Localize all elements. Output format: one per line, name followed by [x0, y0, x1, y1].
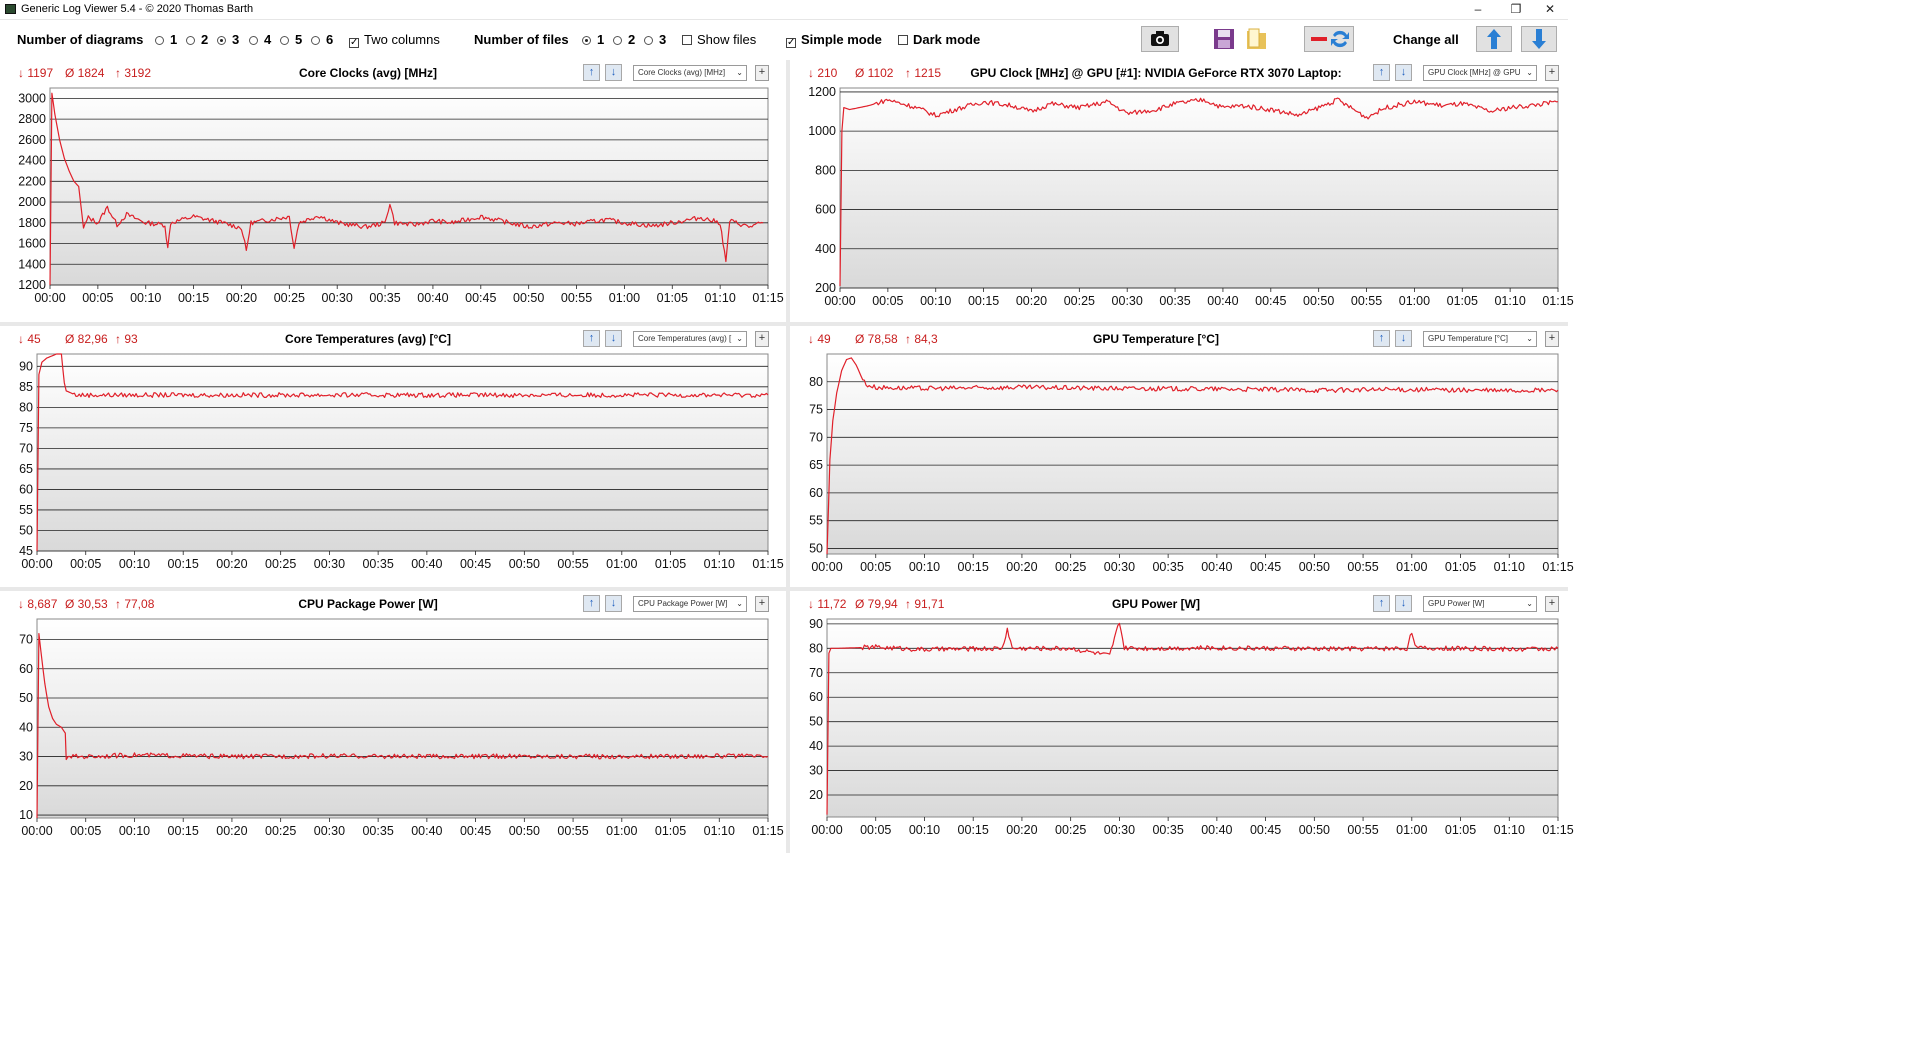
- x-tick-label: 00:20: [1006, 560, 1038, 574]
- diagram-header: [790, 591, 1568, 615]
- radio-icon[interactable]: [186, 36, 195, 45]
- change-all-up-button[interactable]: [1476, 26, 1512, 52]
- diagram-panel-cpu-clock: [0, 60, 786, 322]
- avg-value: Ø 82,96: [65, 332, 108, 346]
- save-icon: [1211, 27, 1237, 51]
- x-tick-label: 00:50: [1298, 823, 1330, 837]
- x-tick-label: 01:10: [703, 824, 735, 838]
- x-tick-label: 00:25: [265, 557, 297, 571]
- x-tick-label: 01:10: [1493, 823, 1525, 837]
- diagram-panel-cpu-temp: [0, 326, 786, 587]
- x-tick-label: 00:20: [216, 824, 248, 838]
- y-tick-label: 30: [809, 763, 823, 778]
- x-tick-label: 00:45: [1255, 294, 1287, 308]
- x-tick-label: 01:00: [1396, 560, 1428, 574]
- y-tick-label: 80: [809, 374, 823, 389]
- y-tick-label: 400: [815, 241, 836, 256]
- x-tick-label: 00:05: [860, 560, 892, 574]
- add-channel-button[interactable]: +: [1545, 331, 1559, 347]
- x-tick-label: 00:45: [1249, 823, 1282, 837]
- x-tick-label: 00:05: [70, 557, 102, 571]
- plot-area: [840, 88, 1558, 288]
- x-tick-label: 01:00: [606, 824, 638, 838]
- diagram-title: GPU Power [W]: [1111, 597, 1201, 611]
- x-tick-label: 00:20: [1006, 823, 1038, 837]
- x-tick-label: 01:15: [1542, 823, 1574, 837]
- y-tick-label: 2000: [18, 195, 46, 210]
- minimize-button[interactable]: –: [1474, 2, 1482, 16]
- x-tick-label: 00:30: [1103, 560, 1136, 574]
- x-tick-label: 00:50: [508, 557, 540, 571]
- restore-button[interactable]: ❐: [1510, 2, 1522, 16]
- y-tick-label: 50: [809, 541, 823, 556]
- chevron-down-icon: ⌄: [1526, 599, 1533, 608]
- y-tick-label: 2800: [18, 112, 46, 127]
- y-tick-label: 50: [809, 714, 823, 729]
- y-tick-label: 1200: [808, 84, 836, 99]
- move-down-button[interactable]: [605, 330, 622, 347]
- y-tick-label: 3000: [18, 91, 46, 106]
- plot-area: [827, 354, 1558, 554]
- x-tick-label: 01:05: [654, 557, 687, 571]
- add-channel-button[interactable]: +: [1545, 596, 1559, 612]
- x-tick-label: 00:40: [417, 291, 449, 305]
- x-tick-label: 00:50: [508, 824, 540, 838]
- radio-icon[interactable]: [644, 36, 653, 45]
- number-of-diagrams-label: Number of diagrams: [17, 32, 144, 47]
- checkbox-icon[interactable]: [898, 35, 908, 45]
- window-title: Generic Log Viewer 5.4 - © 2020 Thomas Barth: [21, 3, 254, 15]
- max-value: ↑ 77,08: [115, 597, 155, 611]
- x-tick-label: 00:20: [225, 291, 258, 305]
- x-tick-label: 00:20: [1015, 294, 1048, 308]
- x-tick-label: 00:15: [177, 291, 210, 305]
- y-tick-label: 600: [815, 202, 836, 217]
- x-tick-label: 00:35: [1152, 823, 1184, 837]
- x-tick-label: 00:50: [1298, 560, 1330, 574]
- simple-mode-checkbox[interactable]: ✓ Simple mode: [787, 32, 882, 48]
- diagram-header: [0, 326, 786, 350]
- diagram-radio-4[interactable]: 4: [249, 32, 271, 47]
- x-tick-label: 00:40: [1201, 560, 1233, 574]
- plot-area: [37, 619, 768, 818]
- y-tick-label: 90: [809, 616, 823, 631]
- min-value: ↓ 49: [808, 332, 831, 346]
- diagram-radio-2[interactable]: 2: [186, 32, 208, 47]
- move-down-button[interactable]: [1395, 64, 1412, 81]
- x-tick-label: 00:40: [1201, 823, 1233, 837]
- y-tick-label: 800: [815, 163, 836, 178]
- x-tick-label: 01:00: [606, 557, 638, 571]
- y-tick-label: 40: [19, 720, 33, 735]
- radio-icon[interactable]: [155, 36, 164, 45]
- radio-selected-icon[interactable]: [217, 36, 226, 45]
- avg-value: Ø 1102: [855, 66, 894, 80]
- y-tick-label: 50: [19, 523, 33, 538]
- x-tick-label: 00:35: [1152, 560, 1184, 574]
- x-tick-label: 00:40: [411, 824, 443, 838]
- y-tick-label: 2400: [18, 153, 46, 168]
- x-tick-label: 00:25: [265, 824, 297, 838]
- x-tick-label: 00:50: [1303, 294, 1335, 308]
- chart-gpu-clock: [790, 84, 1574, 322]
- arrow-up-icon: ↑: [1378, 332, 1385, 344]
- max-value: ↑ 3192: [115, 66, 152, 80]
- x-tick-label: 01:10: [703, 557, 735, 571]
- x-tick-label: 00:40: [411, 557, 443, 571]
- x-tick-label: 00:50: [513, 291, 545, 305]
- y-tick-label: 60: [809, 690, 823, 705]
- x-tick-label: 00:15: [957, 823, 989, 837]
- x-tick-label: 00:35: [369, 291, 401, 305]
- y-tick-label: 75: [809, 402, 823, 417]
- y-tick-label: 55: [809, 513, 823, 528]
- min-value: ↓ 45: [18, 332, 41, 346]
- y-tick-label: 2200: [18, 174, 46, 189]
- move-down-button[interactable]: [1395, 595, 1412, 612]
- y-tick-label: 10: [19, 808, 33, 823]
- chart-cpu-clock: [0, 84, 786, 322]
- y-tick-label: 60: [809, 485, 823, 500]
- x-tick-label: 00:30: [313, 824, 346, 838]
- chart-gpu-temp: [790, 350, 1574, 587]
- y-tick-label: 20: [19, 778, 33, 793]
- add-channel-button[interactable]: +: [755, 65, 769, 81]
- move-up-button[interactable]: [1373, 330, 1390, 347]
- title-bar: [0, 0, 1568, 20]
- move-up-button[interactable]: [1373, 64, 1390, 81]
- x-tick-label: 01:10: [1494, 294, 1526, 308]
- x-tick-label: 01:00: [1396, 823, 1428, 837]
- y-tick-label: 20: [809, 788, 823, 802]
- min-value: ↓ 1197: [18, 66, 54, 80]
- y-tick-label: 1600: [18, 236, 46, 251]
- move-up-button[interactable]: [583, 64, 600, 81]
- chart-cpu-temp: [0, 350, 786, 587]
- checkbox-icon[interactable]: [682, 35, 692, 45]
- y-tick-label: 65: [19, 461, 33, 476]
- avg-value: Ø 30,53: [65, 597, 108, 611]
- arrow-down-icon: ↓: [1400, 66, 1407, 78]
- y-tick-label: 80: [809, 641, 823, 656]
- diagram-header: [790, 326, 1568, 350]
- x-tick-label: 00:15: [167, 557, 199, 571]
- diagram-title: GPU Clock [MHz] @ GPU [#1]: NVIDIA GeForce RTX 3070 Laptop:: [970, 66, 1342, 80]
- screenshot-button[interactable]: [1141, 26, 1179, 52]
- x-tick-label: 00:10: [908, 560, 941, 574]
- y-tick-label: 90: [19, 359, 33, 374]
- x-tick-label: 00:10: [118, 824, 151, 838]
- max-value: ↑ 1215: [905, 66, 942, 80]
- x-tick-label: 00:10: [130, 291, 162, 305]
- y-tick-label: 70: [809, 430, 823, 445]
- x-tick-label: 01:05: [1444, 823, 1477, 837]
- move-up-button[interactable]: [583, 330, 600, 347]
- x-tick-label: 00:00: [811, 823, 843, 837]
- radio-selected-icon[interactable]: [582, 36, 591, 45]
- x-tick-label: 01:15: [1542, 560, 1574, 574]
- y-tick-label: 65: [809, 458, 823, 473]
- file-radio-2[interactable]: 2: [613, 32, 635, 47]
- arrow-down-icon: [1522, 27, 1556, 51]
- add-channel-button[interactable]: +: [755, 596, 769, 612]
- y-tick-label: 1800: [18, 215, 46, 230]
- add-channel-button[interactable]: +: [1545, 65, 1559, 81]
- x-tick-label: 00:10: [908, 823, 941, 837]
- arrow-down-icon: ↓: [1400, 332, 1407, 344]
- change-all-down-button[interactable]: [1521, 26, 1557, 52]
- arrow-up-icon: ↑: [1378, 66, 1385, 78]
- x-tick-label: 01:00: [1398, 294, 1431, 308]
- y-tick-label: 85: [19, 379, 33, 394]
- diagram-radio-3[interactable]: 3: [217, 32, 239, 47]
- x-tick-label: 00:55: [1347, 823, 1379, 837]
- channel-select[interactable]: CPU Package Power [W] ⌄: [633, 596, 747, 612]
- x-tick-label: 00:15: [967, 294, 1000, 308]
- arrow-down-icon: ↓: [610, 597, 617, 609]
- camera-icon: [1142, 27, 1178, 51]
- move-up-button[interactable]: [583, 595, 600, 612]
- x-tick-label: 00:15: [957, 560, 989, 574]
- channel-select[interactable]: Core Clocks (avg) [MHz] ⌄: [633, 65, 747, 81]
- avg-value: Ø 1824: [65, 66, 105, 80]
- channel-select[interactable]: Core Temperatures (avg) [ ⌄: [633, 331, 747, 347]
- y-tick-label: 70: [19, 441, 33, 456]
- avg-value: Ø 79,94: [855, 597, 898, 611]
- chevron-down-icon: ⌄: [1526, 334, 1533, 343]
- open-folder-button[interactable]: [1243, 26, 1271, 52]
- show-files-checkbox[interactable]: Show files: [682, 32, 756, 47]
- diagram-radio-1[interactable]: 1: [155, 32, 177, 47]
- max-value: ↑ 84,3: [905, 332, 938, 346]
- y-tick-label: 55: [19, 502, 33, 517]
- x-tick-label: 01:05: [1444, 560, 1477, 574]
- y-tick-label: 70: [19, 632, 33, 647]
- y-tick-label: 50: [19, 691, 33, 706]
- move-down-button[interactable]: [1395, 330, 1412, 347]
- max-value: ↑ 91,71: [905, 597, 945, 611]
- x-tick-label: 01:00: [608, 291, 641, 305]
- arrow-up-icon: ↑: [588, 597, 595, 609]
- diagram-header: [0, 591, 786, 615]
- radio-icon[interactable]: [613, 36, 622, 45]
- channel-select[interactable]: GPU Temperature [°C] ⌄: [1423, 331, 1537, 347]
- save-button[interactable]: [1210, 26, 1238, 52]
- dark-mode-checkbox[interactable]: Dark mode: [898, 32, 980, 47]
- x-tick-label: 00:10: [118, 557, 151, 571]
- max-value: ↑ 93: [115, 332, 138, 346]
- number-of-files-label: Number of files: [474, 32, 569, 47]
- checkbox-checked-icon[interactable]: ✓: [787, 37, 796, 48]
- x-tick-label: 00:45: [459, 824, 492, 838]
- arrow-up-icon: ↑: [1378, 597, 1385, 609]
- x-tick-label: 00:25: [1055, 560, 1087, 574]
- diagram-title: CPU Package Power [W]: [298, 597, 438, 611]
- y-tick-label: 200: [815, 281, 836, 295]
- chart-gpu-power: [790, 615, 1574, 853]
- x-tick-label: 00:55: [560, 291, 593, 305]
- x-tick-label: 00:55: [1347, 560, 1379, 574]
- y-tick-label: 70: [809, 665, 823, 680]
- diagram-title: GPU Temperature [°C]: [1093, 332, 1219, 346]
- radio-icon[interactable]: [249, 36, 258, 45]
- x-tick-label: 01:10: [1493, 560, 1525, 574]
- x-tick-label: 01:15: [1542, 294, 1574, 308]
- x-tick-label: 00:00: [21, 824, 53, 838]
- x-tick-label: 00:45: [465, 291, 497, 305]
- y-tick-label: 1200: [18, 278, 46, 292]
- x-tick-label: 00:35: [362, 824, 394, 838]
- x-tick-label: 00:05: [860, 823, 892, 837]
- plot-area: [37, 354, 768, 551]
- x-tick-label: 00:00: [21, 557, 53, 571]
- y-tick-label: 1400: [18, 257, 46, 272]
- close-button[interactable]: ✕: [1544, 2, 1556, 16]
- chevron-down-icon: ⌄: [736, 599, 743, 608]
- arrow-up-icon: [1477, 27, 1511, 51]
- x-tick-label: 00:05: [82, 291, 114, 305]
- x-tick-label: 00:15: [167, 824, 199, 838]
- move-down-button[interactable]: [605, 64, 622, 81]
- x-tick-label: 00:45: [459, 557, 492, 571]
- chevron-down-icon: ⌄: [736, 68, 743, 77]
- y-tick-label: 40: [809, 739, 823, 754]
- x-tick-label: 01:15: [752, 557, 784, 571]
- arrow-down-icon: ↓: [1400, 597, 1407, 609]
- x-tick-label: 01:15: [752, 824, 784, 838]
- plot-area: [50, 88, 768, 285]
- diagram-title: Core Temperatures (avg) [°C]: [285, 332, 451, 346]
- folder-icon: [1244, 27, 1270, 51]
- checkbox-checked-icon[interactable]: ✓: [350, 37, 359, 48]
- x-tick-label: 00:40: [1207, 294, 1239, 308]
- y-tick-label: 2600: [18, 132, 46, 147]
- arrow-up-icon: ↑: [588, 332, 595, 344]
- x-tick-label: 01:10: [704, 291, 736, 305]
- swap-color-button[interactable]: [1304, 26, 1354, 52]
- move-up-button[interactable]: [1373, 595, 1390, 612]
- min-value: ↓ 11,72: [808, 597, 847, 611]
- chevron-down-icon: ⌄: [1526, 68, 1533, 77]
- avg-value: Ø 78,58: [855, 332, 898, 346]
- swap-color-icon: [1305, 27, 1353, 51]
- channel-select[interactable]: GPU Power [W] ⌄: [1423, 596, 1537, 612]
- radio-icon[interactable]: [311, 36, 320, 45]
- y-tick-label: 1000: [808, 124, 836, 139]
- x-tick-label: 00:25: [273, 291, 305, 305]
- diagram-title: Core Clocks (avg) [MHz]: [298, 66, 438, 80]
- x-tick-label: 00:30: [313, 557, 346, 571]
- diagram-header: [0, 60, 786, 84]
- chevron-down-icon: ⌄: [736, 334, 743, 343]
- x-tick-label: 00:00: [824, 294, 856, 308]
- x-tick-label: 00:00: [34, 291, 66, 305]
- x-tick-label: 00:55: [557, 824, 589, 838]
- diagram-header: [790, 60, 1568, 84]
- y-tick-label: 60: [19, 482, 33, 497]
- y-tick-label: 60: [19, 661, 33, 676]
- x-tick-label: 01:05: [656, 291, 688, 305]
- two-columns-checkbox[interactable]: ✓ Two columns: [350, 32, 440, 48]
- x-tick-label: 00:30: [1111, 294, 1143, 308]
- diagram-panel-cpu-power: [0, 591, 786, 853]
- y-tick-label: 45: [19, 544, 33, 558]
- x-tick-label: 00:30: [321, 291, 353, 305]
- diagram-panel-gpu-clock: [790, 60, 1574, 322]
- diagram-panel-gpu-power: [790, 591, 1574, 853]
- x-tick-label: 01:05: [1446, 294, 1478, 308]
- x-tick-label: 00:25: [1063, 294, 1095, 308]
- arrow-down-icon: ↓: [610, 66, 617, 78]
- min-value: ↓ 8,687: [18, 597, 58, 611]
- radio-icon[interactable]: [280, 36, 289, 45]
- x-tick-label: 00:05: [872, 294, 904, 308]
- channel-select[interactable]: GPU Clock [MHz] @ GPU ⌄: [1423, 65, 1537, 81]
- diagram-panel-gpu-temp: [790, 326, 1574, 587]
- x-tick-label: 00:55: [557, 557, 589, 571]
- min-value: ↓ 210: [808, 66, 838, 80]
- x-tick-label: 00:00: [811, 560, 843, 574]
- add-channel-button[interactable]: +: [755, 331, 769, 347]
- x-tick-label: 00:45: [1249, 560, 1282, 574]
- toolbar: [0, 20, 1568, 58]
- x-tick-label: 00:05: [70, 824, 102, 838]
- x-tick-label: 00:35: [362, 557, 394, 571]
- arrow-up-icon: ↑: [588, 66, 595, 78]
- move-down-button[interactable]: [605, 595, 622, 612]
- chart-cpu-power: [0, 615, 786, 853]
- app-icon: [5, 4, 16, 14]
- change-all-label: Change all: [1393, 32, 1459, 47]
- y-tick-label: 80: [19, 400, 33, 415]
- x-tick-label: 00:25: [1055, 823, 1087, 837]
- diagram-radio-6[interactable]: 6: [311, 32, 333, 47]
- file-radio-1[interactable]: 1: [582, 32, 604, 47]
- file-radio-3[interactable]: 3: [644, 32, 666, 47]
- x-tick-label: 00:35: [1159, 294, 1191, 308]
- x-tick-label: 00:10: [920, 294, 952, 308]
- x-tick-label: 00:55: [1350, 294, 1383, 308]
- arrow-down-icon: ↓: [610, 332, 617, 344]
- diagram-radio-5[interactable]: 5: [280, 32, 302, 47]
- x-tick-label: 01:15: [752, 291, 784, 305]
- x-tick-label: 01:05: [654, 824, 687, 838]
- y-tick-label: 75: [19, 420, 33, 435]
- y-tick-label: 30: [19, 749, 33, 764]
- x-tick-label: 00:30: [1103, 823, 1136, 837]
- x-tick-label: 00:20: [216, 557, 248, 571]
